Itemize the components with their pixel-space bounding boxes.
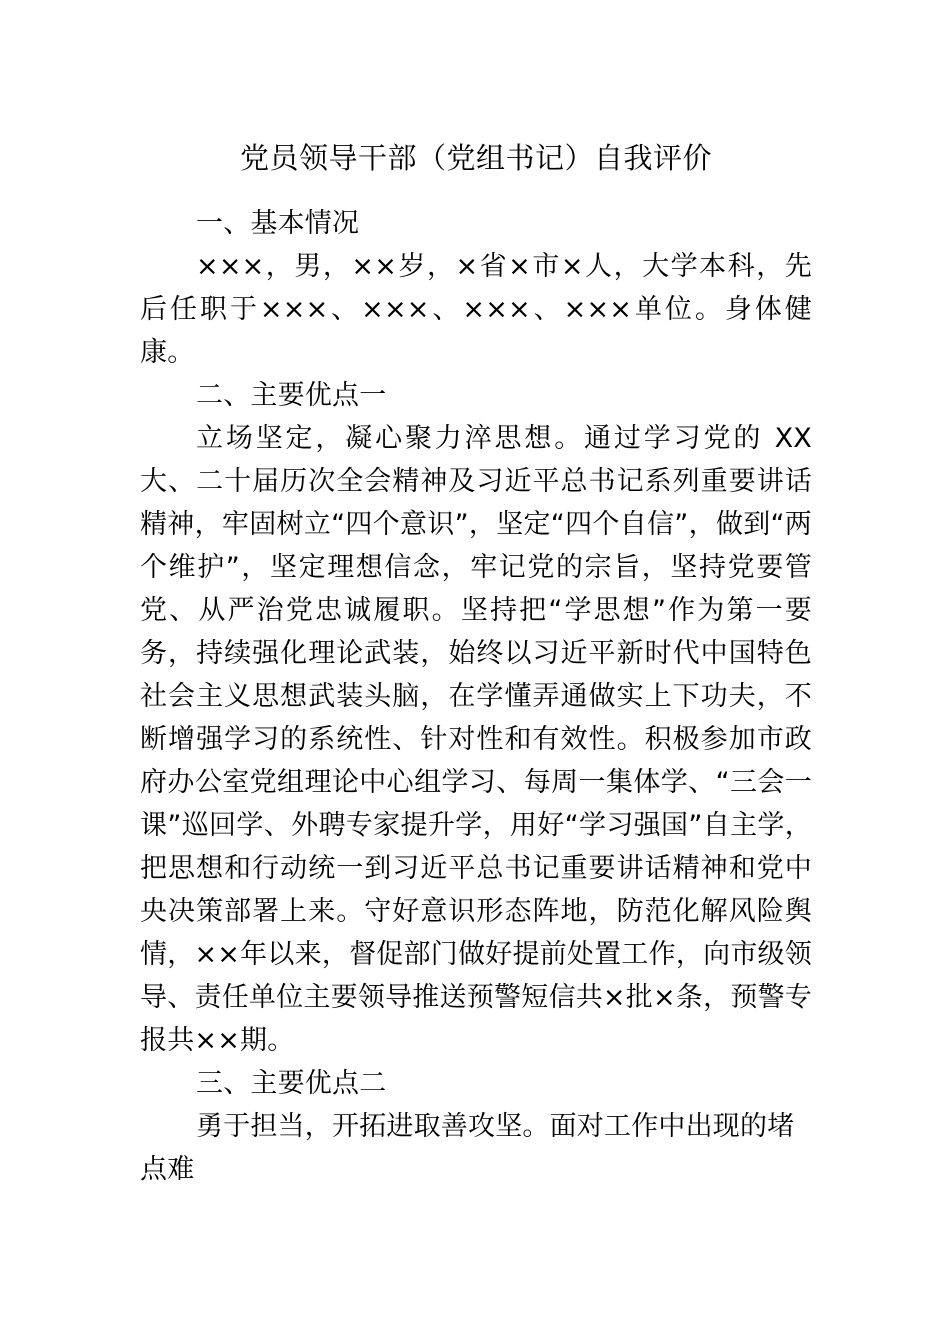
paragraph-basic-info: ×××，男，××岁，×省×市×人，大学本科，先后任职于×××、×××、×××、×××单位。身体健康。 (140, 251, 812, 368)
paragraph-merit-two: 勇于担当，开拓进取善攻坚。面对工作中出现的堵点难 (140, 1111, 795, 1185)
section-heading-2: 二、主要优点一 (196, 380, 387, 411)
page-title: 党员领导干部（党组书记）自我评价 (239, 141, 712, 175)
section-heading-1: 一、基本情况 (196, 208, 360, 239)
document-text-column (140, 0, 812, 1191)
section-heading-3: 三、主要优点二 (196, 1068, 387, 1099)
paragraph-merit-one: 立场坚定，凝心聚力淬思想。通过学习党的 XX 大、二十届历次全会精神及习近平总书记系列重要讲话精神，牢固树立“四个意识”，坚定“四个自信”，做到“两个维护”，坚定理想信念，牢记党的宗旨，坚持党要管党、从严治党忠诚履职。坚持把“学思想”作为第一要务，持续强化理论武装，始终以习近平新时代中国特色社会主义思想武装头脑，在学懂弄通做实上下功夫，不断增强学习的系统性、针对性和有效性。积极参加市政府办公室党组理论中心组学习、每周一集体学、“三会一课”巡回学、外聘专家提升学，用好“学习强国”自主学，把思想和行动统一到习近平总书记重要讲话精神和党中央决策部署上来。守好意识形态阵地，防范化解风险舆情，××年以来，督促部门做好提前处置工作，向市级领导、责任单位主要领导推送预警短信共×批×条，预警专报共××期。 (140, 423, 812, 1056)
